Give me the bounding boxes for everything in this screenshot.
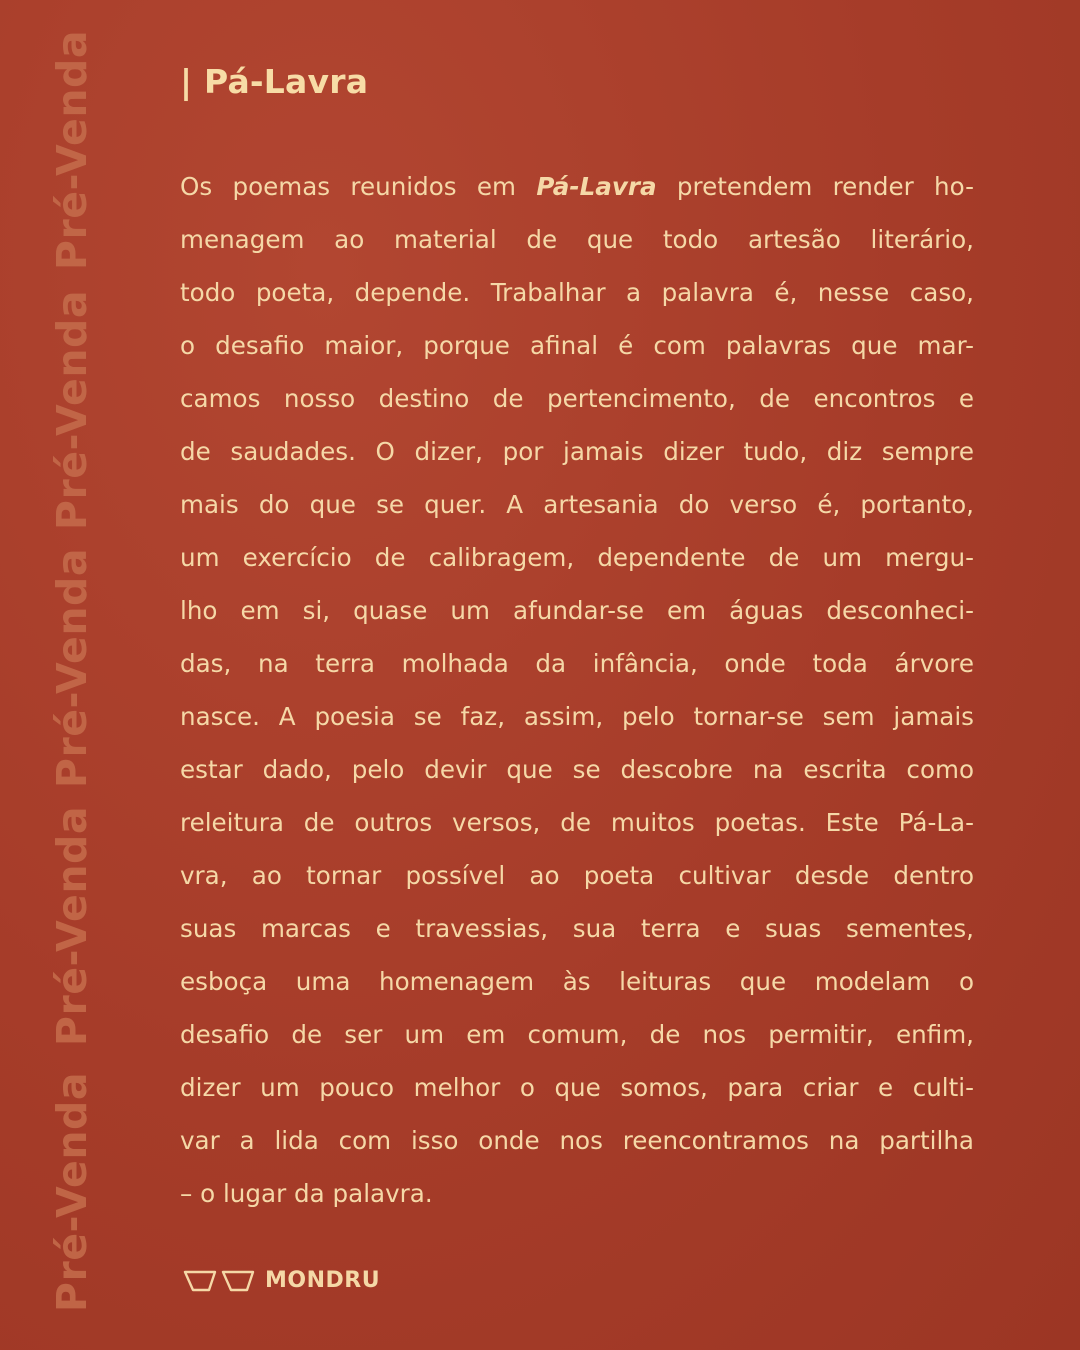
- body-line: var a lida com isso onde nos reencontramos na partilha: [180, 1126, 974, 1155]
- body-line: dizer um pouco melhor o que somos, para criar e culti-: [180, 1073, 974, 1102]
- side-word-presale: Pré-Venda: [48, 1071, 96, 1313]
- body-line: de saudades. O dizer, por jamais dizer tudo, diz sempre: [180, 437, 974, 466]
- body-line: mais do que se quer. A artesania do verso é, portanto,: [180, 490, 974, 519]
- body-line: um exercício de calibragem, dependente de um mergu-: [180, 543, 974, 572]
- body-line-last: – o lugar da palavra.: [180, 1179, 433, 1208]
- body-line: menagem ao material de que todo artesão literário,: [180, 225, 974, 254]
- body-line: nasce. A poesia se faz, assim, pelo tornar-se sem jamais: [180, 702, 974, 731]
- side-word-presale: Pré-Venda: [48, 547, 96, 789]
- body-line: camos nosso destino de pertencimento, de encontros e: [180, 384, 974, 413]
- body-line: estar dado, pelo devir que se descobre na escrita como: [180, 755, 974, 784]
- side-word-presale: Pré-Venda: [48, 29, 96, 271]
- brand-logo: [183, 1268, 380, 1293]
- body-line: esboça uma homenagem às leituras que modelam o: [180, 967, 974, 996]
- body-line-first-before: Os poemas reunidos em: [180, 172, 537, 201]
- body-line: vra, ao tornar possível ao poeta cultivar desde dentro: [180, 861, 974, 890]
- body-line: todo poeta, depende. Trabalhar a palavra é, nesse caso,: [180, 278, 974, 307]
- side-word-presale: Pré-Venda: [48, 805, 96, 1047]
- body-text: [180, 160, 974, 1220]
- mondru-logo-icon: [183, 1269, 255, 1293]
- book-title-inline: Pá-Lavra: [536, 172, 657, 201]
- brand-name: MONDRU: [265, 1268, 381, 1293]
- side-band: [0, 0, 140, 1350]
- body-line: das, na terra molhada da infância, onde toda árvore: [180, 649, 974, 678]
- body-line-first-after: pretendem render ho-: [656, 172, 975, 201]
- side-word-presale: Pré-Venda: [48, 289, 96, 531]
- body-line: releitura de outros versos, de muitos poetas. Este Pá-La-: [180, 808, 974, 837]
- body-line: o desafio maior, porque afinal é com palavras que mar-: [180, 331, 974, 360]
- body-line: desafio de ser um em comum, de nos permitir, enfim,: [180, 1020, 974, 1049]
- body-line: suas marcas e travessias, sua terra e suas sementes,: [180, 914, 974, 943]
- page-title: | Pá-Lavra: [180, 62, 369, 101]
- body-line-first: [180, 160, 974, 213]
- body-line: lho em si, quase um afundar-se em águas desconheci-: [180, 596, 974, 625]
